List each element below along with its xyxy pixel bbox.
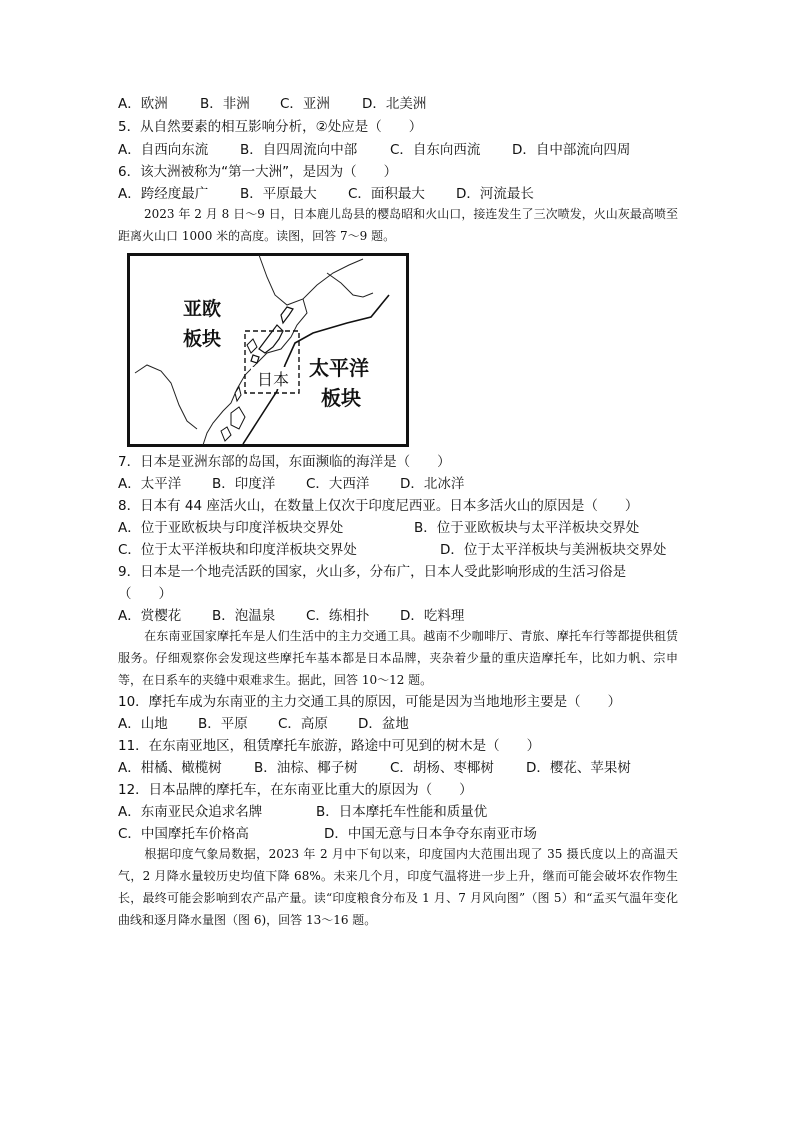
q5-option-d: D．自中部流向四周 [512, 142, 631, 158]
q7-options [118, 475, 464, 493]
q7-option-b: B．印度洋 [212, 476, 276, 492]
q10-option-b: B．平原 [198, 716, 248, 732]
q12-option-c: C．中国摩托车价格高 [118, 826, 249, 842]
q12-option-b: B．日本摩托车性能和质量优 [316, 804, 488, 820]
label-japan: 日本 [257, 372, 290, 389]
q8-stem: 8．日本有 44 座活火山，在数量上仅次于印度尼西亚。日本多活火山的原因是（ ） [118, 498, 639, 514]
q12-options-row1 [118, 803, 487, 821]
q6-options [118, 185, 534, 203]
q12-option-a: A．东南亚民众追求名牌 [118, 804, 263, 820]
q5-option-a: A．自西向东流 [118, 142, 209, 158]
q5-option-c: C．自东向西流 [390, 142, 481, 158]
q11-option-a: A．柑橘、橄榄树 [118, 760, 222, 776]
q9-stem-cont: （ ） [118, 586, 172, 602]
q8-option-c: C．位于太平洋板块和印度洋板块交界处 [118, 542, 357, 558]
passage-india [118, 843, 678, 931]
q9-options [118, 607, 464, 625]
q4-options [118, 95, 426, 113]
q12-stem: 12．日本品牌的摩托车，在东南亚比重大的原因为（ ） [118, 782, 473, 798]
q12-option-d: D．中国无意与日本争夺东南亚市场 [324, 826, 537, 842]
q7-stem: 7．日本是亚洲东部的岛国，东面濒临的海洋是（ ） [118, 454, 451, 470]
q11-option-c: C．胡杨、枣椰树 [390, 760, 494, 776]
q10-stem: 10．摩托车成为东南亚的主力交通工具的原因，可能是因为当地地形主要是（ ） [118, 694, 622, 710]
q12-options-row2 [118, 825, 537, 843]
q5-options [118, 141, 630, 159]
q7-option-c: C．大西洋 [306, 476, 370, 492]
q4-option-a: A．欧洲 [118, 96, 168, 112]
q9-stem: 9．日本是一个地壳活跃的国家，火山多，分布广，日本人受此影响形成的生活习俗是 [118, 564, 627, 580]
label-eurasia-1: 亚欧 [183, 299, 222, 320]
passage-southeast-asia [118, 625, 678, 691]
label-eurasia-2: 板块 [183, 329, 222, 350]
passage-japan-text: 2023 年 2 月 8 日～9 日，日本鹿儿岛县的樱岛昭和火山口，接连发生了三次喷发，火山灰最高喷至距离火山口 1000 米的高度。读图，回答 7～9 题。 [118, 207, 678, 243]
q9-option-b: B．泡温泉 [212, 608, 276, 624]
q10-option-a: A．山地 [118, 716, 168, 732]
q11-option-b: B．油棕、椰子树 [254, 760, 358, 776]
q5-stem: 5．从自然要素的相互影响分析，②处应是（ ） [118, 119, 423, 135]
q8-options-row2 [118, 541, 666, 559]
plate-map [127, 253, 409, 447]
q6-option-b: B．平原最大 [240, 186, 317, 202]
q6-stem: 6．该大洲被称为“第一大洲”，是因为（ ） [118, 164, 398, 180]
passage-japan [118, 203, 678, 247]
q9-option-a: A．赏樱花 [118, 608, 182, 624]
q11-option-d: D．樱花、苹果树 [526, 760, 631, 776]
q10-option-d: D．盆地 [358, 716, 409, 732]
q4-option-c: C．亚洲 [280, 96, 330, 112]
q6-option-c: C．面积最大 [348, 186, 425, 202]
japan-kyushu [251, 355, 259, 363]
q8-option-a: A．位于亚欧板块与印度洋板块交界处 [118, 520, 344, 536]
passage-india-text: 根据印度气象局数据，2023 年 2 月中下旬以来，印度国内大范围出现了 35 摄氏度以上的高温天气，2 月降水量较历史均值下降 68%。未来几个月，印度气温将进一步上升，继而可能会破坏农作物生长，最终可能会影响到农产品产量。读“印度粮食分布及 1 月、7 月风向图”（图 5）和“孟买气温年变化曲线和逐月降水量图（图 6)，回答 13～16 题。 [118, 847, 678, 927]
q8-options-row1 [118, 519, 639, 537]
q6-option-d: D．河流最长 [456, 186, 534, 202]
label-pacific-2: 板块 [321, 388, 361, 410]
passage-southeast-asia-text: 在东南亚国家摩托车是人们生活中的主力交通工具。越南不少咖啡厅、青旅、摩托车行等都提供租赁服务。仔细观察你会发现这些摩托车基本都是日本品牌，夹杂着少量的重庆造摩托车，比如力帆、宗申等，在日系车的夹缝中艰难求生。据此，回答 10～12 题。 [118, 629, 678, 687]
q9-option-c: C．练相扑 [306, 608, 370, 624]
q10-options [118, 715, 409, 733]
label-pacific-1: 太平洋 [309, 358, 369, 380]
q8-option-d: D．位于太平洋板块与美洲板块交界处 [440, 542, 667, 558]
q11-options [118, 759, 631, 777]
plate-map-figure [127, 253, 409, 447]
q11-stem: 11．在东南亚地区，租赁摩托车旅游，路途中可见到的树木是（ ） [118, 738, 541, 754]
q8-option-b: B．位于亚欧板块与太平洋板块交界处 [414, 520, 640, 536]
q7-option-a: A．太平洋 [118, 476, 182, 492]
q7-option-d: D．北冰洋 [400, 476, 465, 492]
q10-option-c: C．高原 [278, 716, 328, 732]
q9-option-d: D．吃料理 [400, 608, 465, 624]
q6-option-a: A．跨经度最广 [118, 186, 209, 202]
q4-option-d: D．北美洲 [362, 96, 427, 112]
q4-option-b: B．非洲 [200, 96, 250, 112]
q5-option-b: B．自四周流向中部 [240, 142, 358, 158]
